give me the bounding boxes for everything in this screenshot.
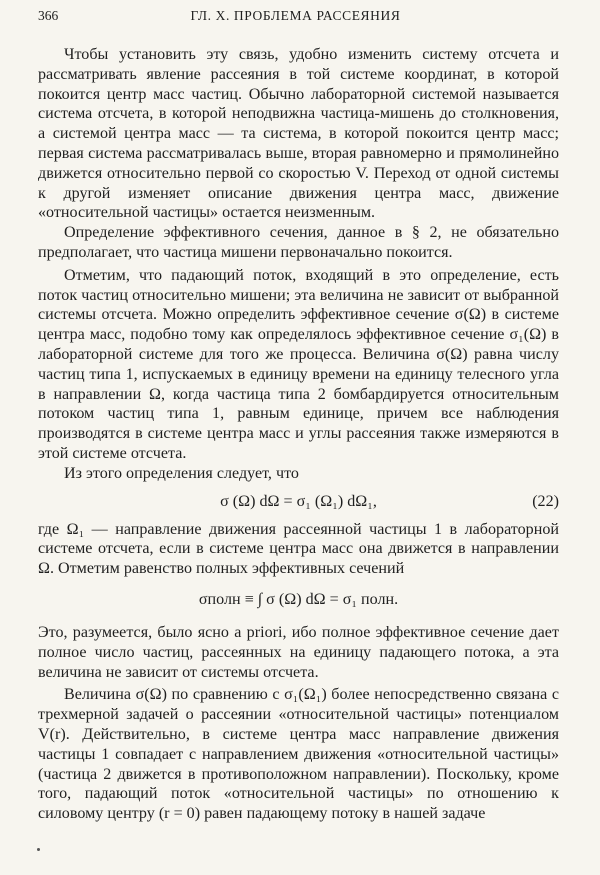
- paragraph-1: Чтобы установить эту связь, удобно изменить систему отсчета и рассматривать явление рассеяния в той системе координат, в которой покоится центр масс частиц. Обычно лабораторной системой называется система отсчета, в которой неподвижна частица-мишень до столкновения, а системой центра масс — та система, в которой покоится центр масс; первая система рассматривалась выше, вторая равномерно и прямолинейно движется относительно первой со скоростью V. Переход от одной системы к другой изменяет описание движения центра масс, движение «относительной частицы» остается неизменным.: [38, 46, 559, 222]
- equation-22-formula: σ (Ω) dΩ = σ₁ (Ω₁) dΩ₁,: [220, 492, 377, 510]
- running-header: [38, 8, 553, 30]
- equation-22: [38, 490, 559, 514]
- paragraph-6: Это, разумеется, было ясно a priori, ибо полное эффективное сечение дает полное число частиц, рассеянных на единицу падающего потока, а эта величина не зависит от системы отсчета.: [38, 623, 559, 681]
- paragraph-3: Отметим, что падающий поток, входящий в это определение, есть поток частиц относительно мишени; эта величина не зависит от выбранной системы отсчета. Можно определить эффективное сечение σ(Ω) в системе центра масс, подобно тому как определялось эффективное сечение σ₁(Ω) в лабораторной системе для того же процесса. Величина σ(Ω) равна числу частиц типа 1, испускаемых в единицу времени на единицу телесного угла в направлении Ω, когда частица типа 2 бомбардируется относительным потоком частиц типа 1, равным единице, причем все наблюдения производятся в системе центра масс и углы рассеяния также измеряются в этой системе отсчета.: [38, 266, 559, 462]
- equation-total-formula: σполн ≡ ∫ σ (Ω) dΩ = σ₁ полн.: [198, 590, 399, 608]
- paragraph-4: Из этого определения следует, что: [64, 464, 299, 482]
- page-number: 366: [38, 8, 59, 23]
- margin-mark: [37, 848, 40, 851]
- paragraph-2: Определение эффективного сечения, данное в § 2, не обязательно предполагает, что частица мишени первоначально покоится.: [38, 224, 559, 261]
- paragraph-7: Величина σ(Ω) по сравнению с σ₁(Ω₁) более непосредственно связана с трехмерной задачей о рассеянии «относительной частицы» потенциалом V(r). Действительно, в системе центра масс направление движения частицы 1 совпадает с направлением движения «относительной частицы» (частица 2 движется в противоположном направлении). Поскольку, кроме того, падающий поток «относительной частицы» по отношению к силовому центру (r = 0) равен падающему потоку в нашей задаче: [38, 686, 559, 823]
- running-title: ГЛ. X. ПРОБЛЕМА РАССЕЯНИЯ: [190, 8, 401, 23]
- equation-22-number: (22): [532, 492, 559, 510]
- equation-total-cross-section: [38, 585, 559, 615]
- page-body: [38, 45, 559, 824]
- paragraph-5: где Ω₁ — направление движения рассеянной частицы 1 в лабораторной системе отсчета, если в системе центра масс она движется в направлении Ω. Отметим равенство полных эффективных сечений: [38, 520, 559, 578]
